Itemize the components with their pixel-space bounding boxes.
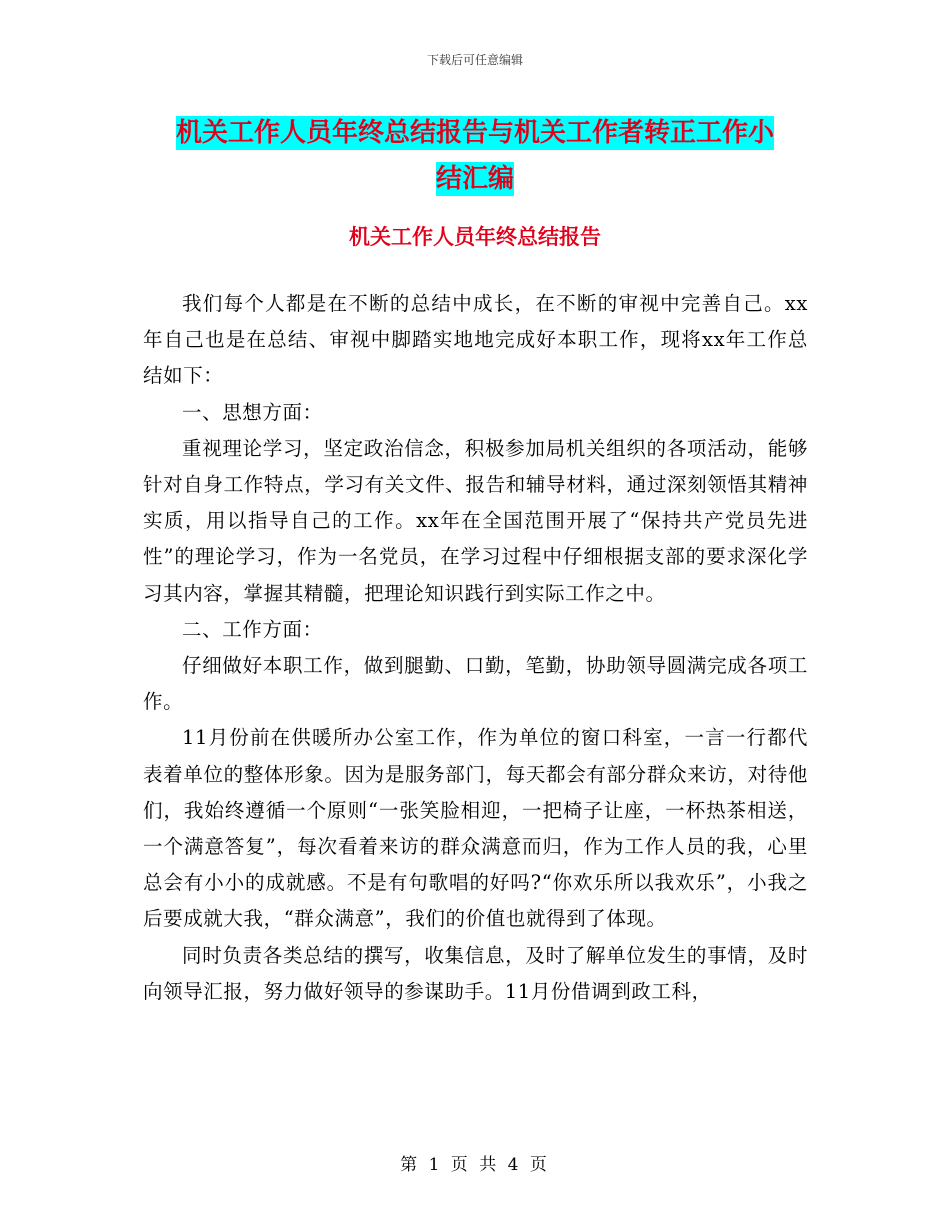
paragraph-heading: 二、工作方面： xyxy=(182,617,323,641)
paragraph: 我们每个人都是在不断的总结中成长，在不断的审视中完善自己。xx年自己也是在总结、审视中脚踏实地地完成好本职工作，现将xx年工作总结如下： xyxy=(143,292,808,388)
page-footer: 第 1 页 共 4 页 xyxy=(400,1155,550,1175)
paragraph: 重视理论学习，坚定政治信念，积极参加局机关组织的各项活动，能够针对自身工作特点，学习有关文件、报告和辅导材料，通过深刻领悟其精神实质，用以指导自己的工作。xx年在全国范围开展了“保持共产党员先进性”的理论学习，作为一名党员，在学习过程中仔细根据支部的要求深化学习其内容，掌握其精髓，把理论知识践行到实际工作之中。 xyxy=(143,436,808,605)
document-title xyxy=(150,110,800,202)
page-header-note: 下载后可任意编辑 xyxy=(426,53,523,67)
paragraph: 11月份前在供暖所办公室工作，作为单位的窗口科室，一言一行都代表着单位的整体形象。因为是服务部门，每天都会有部分群众来访，对待他们，我始终遵循一个原则“一张笑脸相迎，一把椅子让座，一杯热茶相送，一个满意答复”，每次看着来访的群众满意而归，作为工作人员的我，心里总会有小小的成就感。不是有句歌唱的好吗?“你欢乐所以我欢乐”，小我之后要成就大我，“群众满意”，我们的价值也就得到了体现。 xyxy=(143,726,808,931)
paragraph: 同时负责各类总结的撰写，收集信息，及时了解单位发生的事情，及时向领导汇报，努力做好领导的参谋助手。11月份借调到政工科， xyxy=(143,943,808,1003)
document-title-line-1: 机关工作人员年终总结报告与机关工作者转正工作小 xyxy=(175,118,774,148)
paragraph-heading: 一、思想方面： xyxy=(182,400,323,424)
paragraph: 仔细做好本职工作，做到腿勤、口勤，笔勤，协助领导圆满完成各项工作。 xyxy=(143,654,808,714)
document-body xyxy=(143,286,808,1010)
section-title: 机关工作人员年终总结报告 xyxy=(349,225,601,249)
document-title-line-2: 结汇编 xyxy=(435,164,514,194)
